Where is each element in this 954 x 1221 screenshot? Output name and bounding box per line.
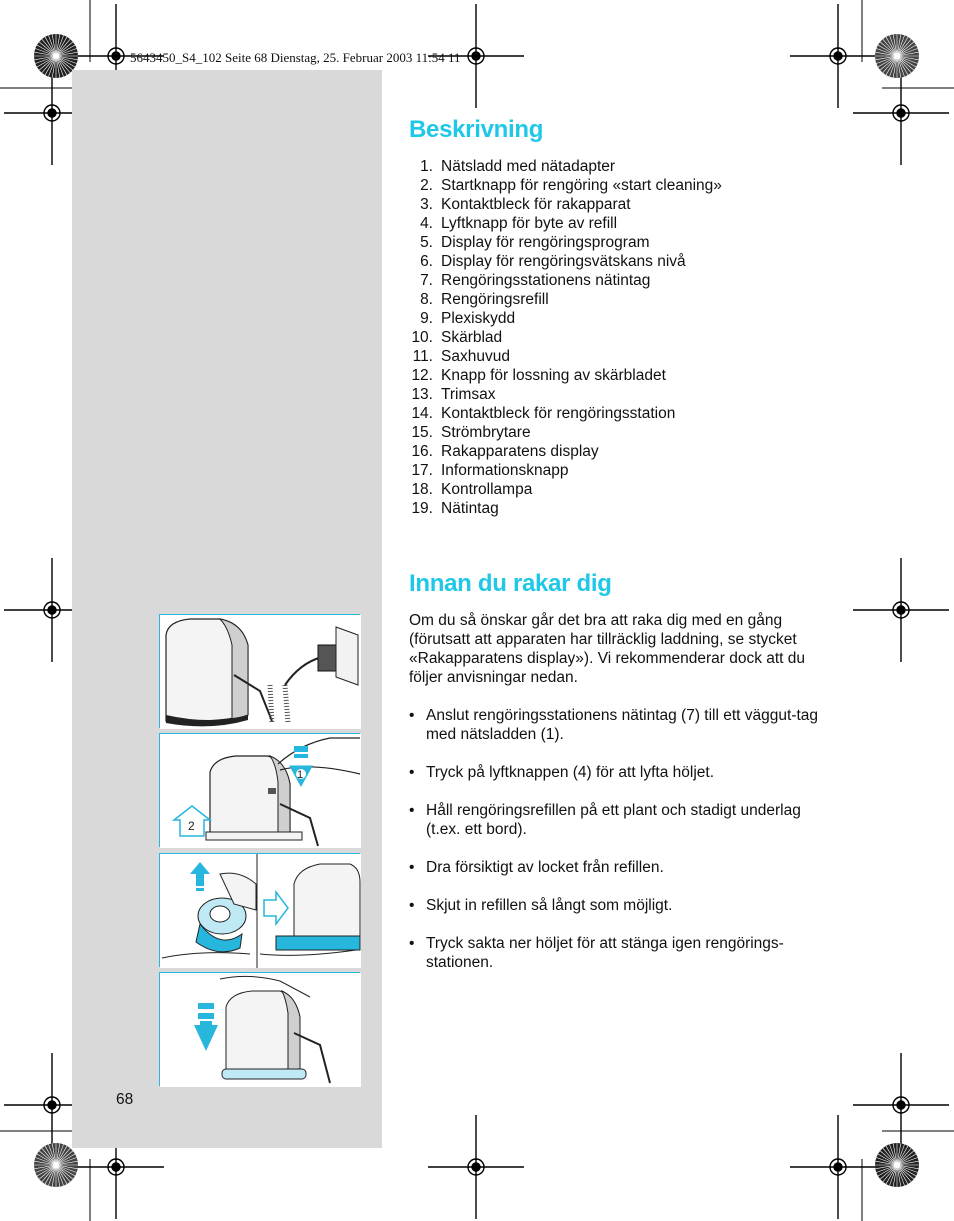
parts-list-item <box>409 347 722 366</box>
illustration-station-with-plug <box>160 615 361 729</box>
item-number: 6. <box>420 253 433 270</box>
instruction-text: Håll rengöringsrefillen på ett plant och stadigt underlag (t.ex. ett bord). <box>426 802 801 838</box>
crosshair-mark <box>853 1053 949 1157</box>
item-number: 4. <box>420 215 433 232</box>
item-number: 18. <box>411 481 433 498</box>
figure-lift-housing <box>159 733 360 847</box>
item-number: 1. <box>420 158 433 175</box>
figure-plug-in-power <box>159 614 360 728</box>
instruction-item <box>409 858 839 877</box>
item-number: 8. <box>420 291 433 308</box>
item-number: 9. <box>420 310 433 327</box>
item-label: Skärblad <box>441 329 503 346</box>
item-number: 7. <box>420 272 433 289</box>
instruction-item <box>409 706 839 744</box>
bullet-symbol: • <box>409 935 415 952</box>
instruction-text: Dra försiktigt av locket från refillen. <box>426 859 664 876</box>
item-label: Display för rengöringsprogram <box>441 234 650 251</box>
item-label: Knapp för lossning av skärbladet <box>441 367 666 384</box>
instruction-list <box>409 706 839 991</box>
illustration-lift-button <box>160 734 361 848</box>
parts-list-item <box>409 480 722 499</box>
item-number: 14. <box>411 405 433 422</box>
parts-list-item <box>409 214 722 233</box>
item-label: Lyftknapp för byte av refill <box>441 215 618 232</box>
item-label: Rengöringsstationens nätintag <box>441 272 651 289</box>
item-label: Strömbrytare <box>441 424 531 441</box>
item-label: Rakapparatens display <box>441 443 599 460</box>
crosshair-mark <box>853 558 949 662</box>
item-number: 15. <box>411 424 433 441</box>
instruction-text: Skjut in refillen så långt som möjligt. <box>426 897 673 914</box>
instruction-text: Anslut rengöringsstationens nätintag (7) till ett väggut-tag med nätsladden (1). <box>426 707 819 743</box>
parts-list-item <box>409 195 722 214</box>
bullet-symbol: • <box>409 707 415 724</box>
parts-list-item <box>409 366 722 385</box>
item-label: Nätintag <box>441 500 499 517</box>
parts-list-item <box>409 271 722 290</box>
parts-list-item <box>409 157 722 176</box>
item-number: 12. <box>411 367 433 384</box>
bullet-symbol: • <box>409 859 415 876</box>
parts-list-item <box>409 499 722 518</box>
item-label: Kontaktbleck för rakapparat <box>441 196 631 213</box>
item-number: 19. <box>411 500 433 517</box>
item-number: 17. <box>411 462 433 479</box>
instruction-item <box>409 896 839 915</box>
parts-list-item <box>409 176 722 195</box>
bullet-symbol: • <box>409 764 415 781</box>
title-beskrivning: Beskrivning <box>409 116 544 143</box>
parts-list-item <box>409 442 722 461</box>
starburst-mark <box>34 1143 78 1187</box>
intro-paragraph: Om du så önskar går det bra att raka dig med en gång (förutsatt att apparaten har tillräcklig laddning, se stycket «Rakapparatens display»). Vi rekommenderar dock att du följer anvisningar nedan. <box>409 612 806 686</box>
parts-list-item <box>409 385 722 404</box>
starburst-mark <box>875 34 919 78</box>
parts-list-item <box>409 404 722 423</box>
instruction-item <box>409 763 839 782</box>
item-number: 5. <box>420 234 433 251</box>
print-header: 5643450_S4_102 Seite 68 Dienstag, 25. Februar 2003 11:54 11 <box>130 50 461 65</box>
item-number: 2. <box>420 177 433 194</box>
crosshair-mark <box>790 1115 886 1219</box>
starburst-mark <box>875 1143 919 1187</box>
item-label: Informationsknapp <box>441 462 569 479</box>
parts-list-item <box>409 328 722 347</box>
item-label: Trimsax <box>441 386 496 403</box>
item-number: 10. <box>411 329 433 346</box>
figure-close-housing <box>159 972 360 1086</box>
title-innan-du-rakar-dig: Innan du rakar dig <box>409 570 612 597</box>
figure-insert-refill <box>159 853 360 967</box>
parts-list-item <box>409 252 722 271</box>
parts-list-item <box>409 309 722 328</box>
item-number: 16. <box>411 443 433 460</box>
instruction-text: Tryck sakta ner höljet för att stänga igen rengörings-stationen. <box>426 935 784 971</box>
parts-list <box>409 157 722 518</box>
item-number: 3. <box>420 196 433 213</box>
item-label: Plexiskydd <box>441 310 516 327</box>
parts-list-item <box>409 290 722 309</box>
bullet-symbol: • <box>409 802 415 819</box>
parts-list-item <box>409 423 722 442</box>
crosshair-mark <box>428 1115 524 1219</box>
illustration-press-down-housing <box>160 973 361 1087</box>
item-label: Startknapp för rengöring «start cleaning» <box>441 177 722 194</box>
item-label: Display för rengöringsvätskans nivå <box>441 253 686 270</box>
bullet-symbol: • <box>409 897 415 914</box>
illustration-refill-insertion <box>160 854 361 968</box>
instruction-text: Tryck på lyftknappen (4) för att lyfta höljet. <box>426 764 715 781</box>
parts-list-item <box>409 461 722 480</box>
page-number: 68 <box>116 1091 134 1108</box>
item-label: Kontaktbleck för rengöringsstation <box>441 405 676 422</box>
figure-step-label-1: 1 <box>297 769 304 781</box>
item-number: 11. <box>412 348 433 365</box>
item-number: 13. <box>411 386 433 403</box>
instruction-item <box>409 801 839 839</box>
instruction-item <box>409 934 839 972</box>
item-label: Nätsladd med nätadapter <box>441 158 616 175</box>
parts-list-item <box>409 233 722 252</box>
item-label: Saxhuvud <box>441 348 510 365</box>
item-label: Rengöringsrefill <box>441 291 549 308</box>
figure-step-label-2: 2 <box>188 819 195 833</box>
item-label: Kontrollampa <box>441 481 533 498</box>
crosshair-mark <box>790 4 886 108</box>
